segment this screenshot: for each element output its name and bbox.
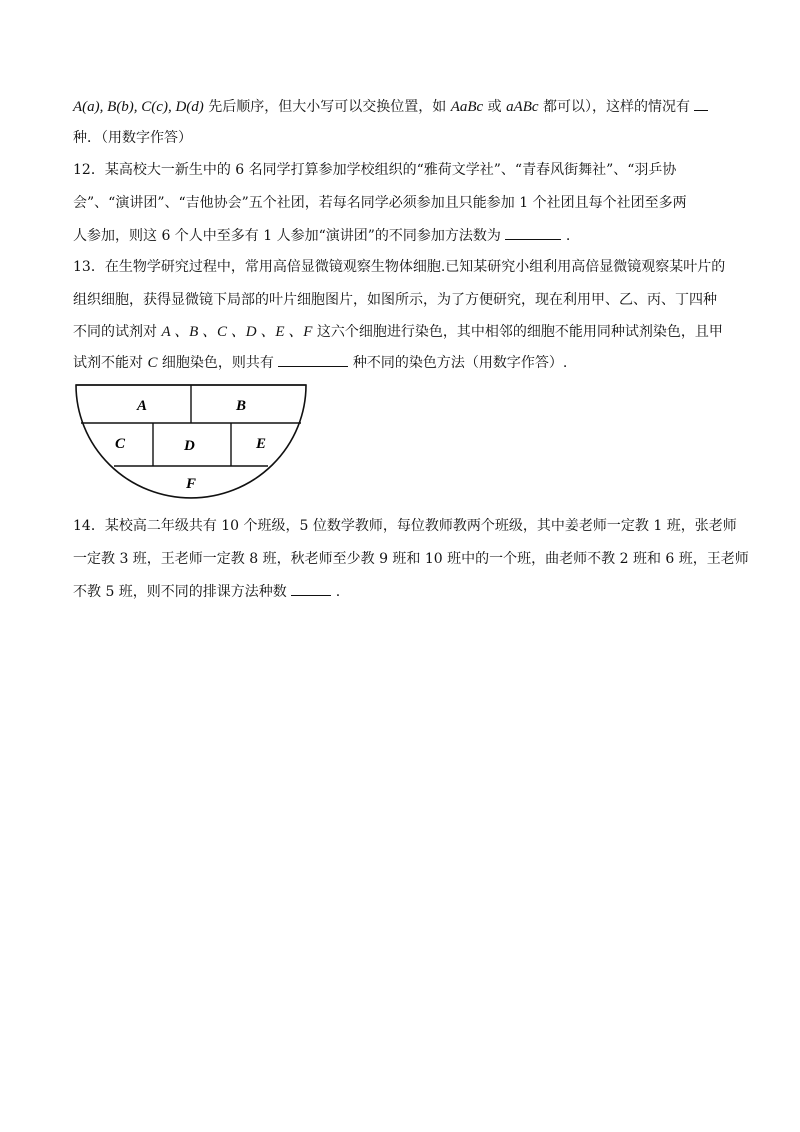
answer-blank: [505, 225, 561, 240]
text: 试剂不能对: [73, 355, 143, 371]
cell-label-f: F: [186, 476, 197, 492]
text: 种不同的染色方法（用数字作答）.: [352, 355, 568, 371]
text: 人参加，则这 6 个人中至多有 1 人参加“演讲团”的不同参加方法数为: [73, 228, 501, 244]
text: 细胞染色，则共有: [161, 355, 274, 371]
continuation-line-1: [73, 96, 708, 117]
q13-line-1: 13．在生物学研究过程中，常用高倍显微镜观察生物体细胞.已知某研究小组利用高倍显微镜观察某叶片的: [73, 259, 726, 275]
cell-label-e: E: [256, 436, 267, 452]
math-cell-c: C: [147, 355, 158, 371]
cell-diagram-svg: [73, 382, 309, 500]
q14-line-1: 14．某校高二年级共有 10 个班级，5 位数学教师，每位教师教两个班级，其中姜老师一定教 1 班，张老师: [73, 518, 737, 534]
math-example-1: AaBc: [450, 99, 484, 115]
text: 先后顺序，但大小写可以交换位置，如: [208, 99, 447, 115]
cell-diagram: [73, 382, 309, 504]
cell-label-a: A: [137, 398, 148, 414]
q14-line-2: 一定教 3 班，王老师一定教 8 班，秋老师至少教 9 班和 10 班中的一个班，曲老师不教 2 班和 6 班，王老师: [73, 551, 749, 567]
text: 这六个细胞进行染色，其中相邻的细胞不能用同种试剂染色，且甲: [316, 324, 723, 340]
text: 不教 5 班，则不同的排课方法种数: [73, 584, 287, 600]
cell-label-b: B: [236, 398, 247, 414]
text: .: [335, 584, 341, 600]
q12-line-1: 12．某高校大一新生中的 6 名同学打算参加学校组织的“雅荷文学社”、“青春风街舞社”、“羽乒协: [73, 162, 677, 178]
answer-blank: [694, 96, 708, 111]
q13-line-3: [73, 322, 723, 342]
q13-line-2: 组织细胞，获得显微镜下局部的叶片细胞图片，如图所示，为了方便研究，现在利用甲、乙、丙、丁四种: [73, 292, 717, 308]
cell-label-d: D: [184, 438, 195, 454]
q14-line-3: [73, 581, 340, 602]
text: 不同的试剂对: [73, 324, 157, 340]
text: 或: [487, 99, 502, 115]
math-cell-list: A 、B 、C 、D 、E 、F: [161, 324, 313, 340]
q13-line-4: [73, 352, 567, 373]
answer-blank: [278, 352, 348, 367]
cell-label-c: C: [115, 436, 126, 452]
q12-line-3: [73, 225, 570, 246]
continuation-line-2: 种．（用数字作答）: [73, 130, 192, 146]
text: 都可以），这样的情况有: [543, 99, 691, 115]
math-expression: A(a), B(b), C(c), D(d): [73, 99, 204, 115]
text: .: [565, 228, 571, 244]
answer-blank: [291, 581, 331, 596]
q12-line-2: 会”、“演讲团”、“吉他协会”五个社团，若每名同学必须参加且只能参加 1 个社团且每个社团至多两: [73, 195, 687, 211]
math-example-2: aABc: [506, 99, 539, 115]
